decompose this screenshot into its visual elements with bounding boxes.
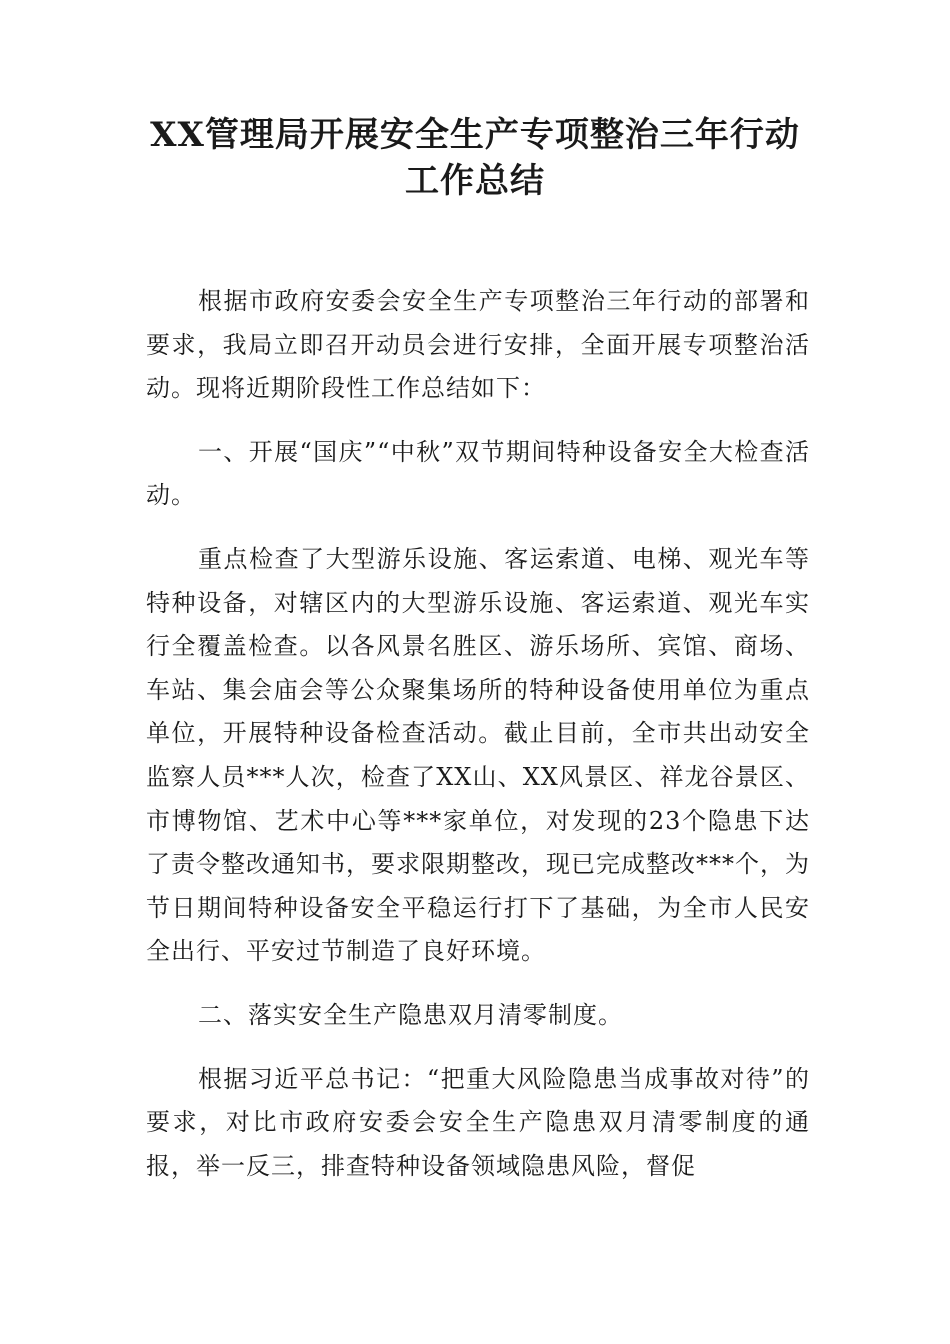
document-title [120,112,830,204]
document-title-line-2: 工作总结 [405,161,545,201]
section-heading-2: 二、落实安全生产隐患双月清零制度。 [198,1000,623,1029]
section-2-paragraph: 根据习近平总书记：“把重大风险隐患当成事故对待”的要求，对比市政府安委会安全生产隐患双月清零制度的通报，举一反三，排查特种设备领域隐患风险，督促 [146,1064,810,1180]
section-heading-1: 一、开展“国庆”“中秋”双节期间特种设备安全大检查活动。 [146,437,810,510]
document-title-line-1: XX管理局开展安全生产专项整治三年行动 [150,115,800,155]
document-body [146,280,810,1208]
intro-paragraph: 根据市政府安委会安全生产专项整治三年行动的部署和要求，我局立即召开动员会进行安排，全面开展专项整治活动。现将近期阶段性工作总结如下： [146,287,810,403]
section-1-paragraph: 重点检查了大型游乐设施、客运索道、电梯、观光车等特种设备，对辖区内的大型游乐设施、客运索道、观光车实行全覆盖检查。以各风景名胜区、游乐场所、宾馆、商场、车站、集会庙会等公众聚集场所的特种设备使用单位为重点单位，开展特种设备检查活动。截止目前，全市共出动安全监察人员***人次，检查了XX山、XX风景区、祥龙谷景区、市博物馆、艺术中心等***家单位，对发现的23个隐患下达了责令整改通知书，要求限期整改，现已完成整改***个，为节日期间特种设备安全平稳运行打下了基础，为全市人民安全出行、平安过节制造了良好环境。 [146,544,810,966]
